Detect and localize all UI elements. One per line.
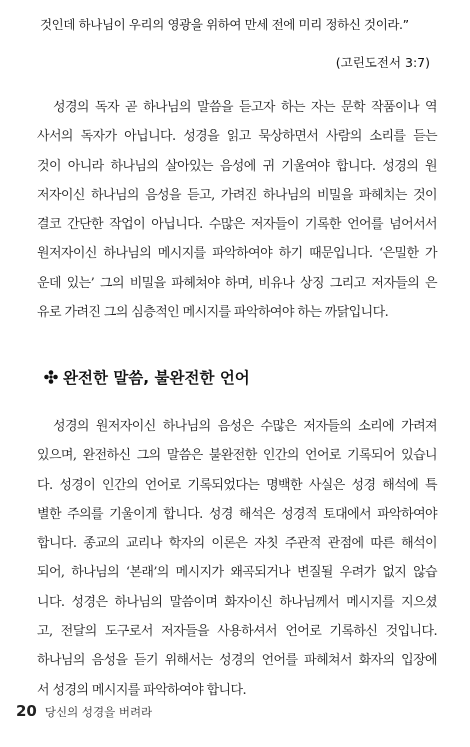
paragraph-intro: [37, 93, 437, 327]
paragraph-line: 다. 성경이 인간의 언어로 기록되었다는 명백한 사실은 성경 해석에 특: [37, 477, 437, 493]
paragraph-line: 성경의 독자 곧 하나님의 말씀을 듣고자 하는 자는 문학 작품이나 역: [53, 100, 437, 115]
paragraph-body: [37, 412, 437, 705]
paragraph-line: 합니다. 종교의 교리나 학자의 이론은 자칫 주관적 관점에 따른 해석이: [37, 536, 437, 552]
paragraph-line: 유로 가려진 그의 심층적인 메시지를 파악하여야 하는 까닭입니다.: [37, 305, 389, 321]
paragraph-line: 서 성경의 메시지를 파악하여야 합니다.: [37, 682, 246, 698]
section-heading-text: 완전한 말씀, 불완전한 언어: [63, 369, 250, 387]
paragraph-line: 저자이신 하나님의 음성을 듣고, 가려진 하나님의 비밀을 파헤치는 것이: [37, 187, 437, 203]
scripture-reference: (고린도전서 3:7): [335, 55, 430, 70]
paragraph-line: 별한 주의를 기울이게 합니다. 성경 해석은 성경적 토대에서 파악하여야: [37, 506, 437, 522]
page-footer: [16, 701, 152, 720]
section-heading: [44, 366, 250, 388]
paragraph-line: 고, 전달의 도구로서 저자들을 사용하셔서 언어로 기록하신 것입니다.: [37, 624, 437, 640]
paragraph-line: 원저자이신 하나님의 메시지를 파악하여야 하기 때문입니다. ‘은밀한 가: [37, 246, 437, 262]
paragraph-line: 사서의 독자가 아닙니다. 성경을 읽고 묵상하면서 사람의 소리를 듣는: [37, 129, 437, 145]
scripture-quote: 것인데 하나님이 우리의 영광을 위하여 만세 전에 미리 정하신 것이라.”: [40, 17, 409, 32]
page-number: 20: [16, 702, 37, 720]
paragraph-line: 하나님의 음성을 듣기 위해서는 성경의 언어를 파헤쳐서 화자의 입장에: [37, 653, 437, 669]
paragraph-line: 것이 아니라 하나님의 살아있는 음성에 귀 기울여야 합니다. 성경의 원: [37, 158, 437, 174]
diamond-bullet-icon: [44, 370, 58, 384]
paragraph-line: 되어, 하나님의 ‘본래’의 메시지가 왜곡되거나 변질될 우려가 없지 않습: [37, 565, 437, 581]
paragraph-line: 있으며, 완전하신 그의 말씀은 불완전한 인간의 언어로 기록되어 있습니: [37, 448, 437, 464]
running-title: 당신의 성경을 버려라: [44, 705, 153, 719]
paragraph-line: 결코 간단한 작업이 아닙니다. 수많은 저자들이 기록한 언어를 넘어서서: [37, 217, 437, 233]
paragraph-line: 운데 있는’ 그의 비밀을 파헤쳐야 하며, 비유나 상징 그리고 저자들의 은: [37, 275, 437, 291]
paragraph-line: 성경의 원저자이신 하나님의 음성은 수많은 저자들의 소리에 가려져: [53, 419, 437, 434]
paragraph-line: 니다. 성경은 하나님의 말씀이며 화자이신 하나님께서 메시지를 지으셨: [37, 594, 437, 610]
